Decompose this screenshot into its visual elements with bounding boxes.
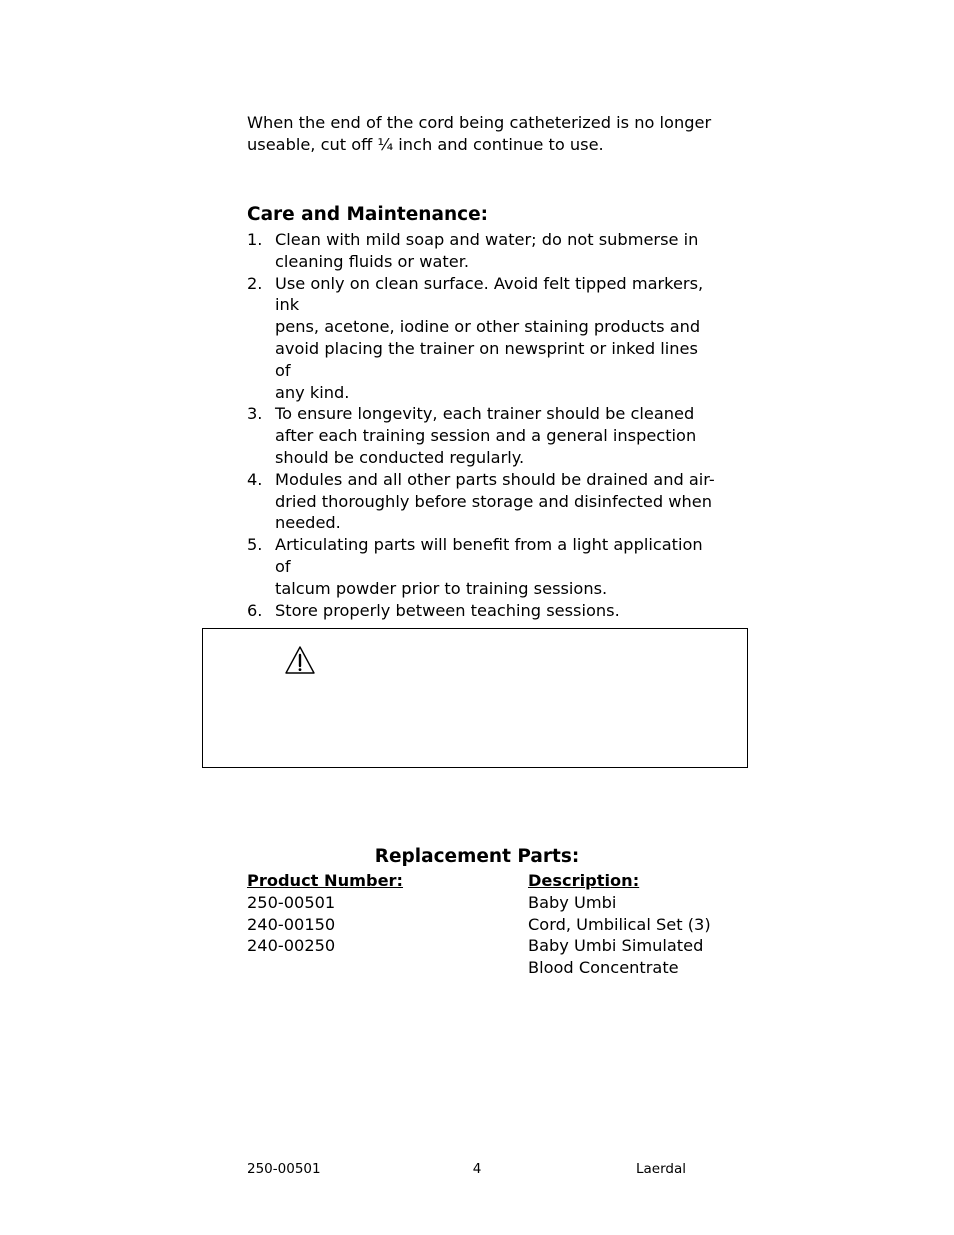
- list-number: 1.: [247, 230, 263, 249]
- table-row: [247, 914, 727, 936]
- warning-triangle-icon: [284, 645, 316, 675]
- list-line: needed.: [275, 513, 341, 533]
- list-item: [247, 600, 717, 622]
- table-row: [247, 935, 727, 979]
- list-line: Clean with mild soap and water; do not submerse in: [275, 230, 699, 249]
- intro-paragraph: [247, 112, 717, 156]
- table-row: [247, 892, 727, 914]
- list-number: 3.: [247, 404, 263, 424]
- list-item: [247, 469, 717, 534]
- product-number: 250-00501: [247, 892, 336, 912]
- column-header-product-number: Product Number:: [247, 871, 404, 890]
- product-number: 240-00250: [247, 936, 336, 956]
- footer-document-number: 250-00501: [247, 1161, 321, 1177]
- list-line: Store properly between teaching sessions.: [275, 600, 620, 620]
- list-line: pens, acetone, iodine or other staining products and: [275, 317, 701, 337]
- list-number: 6.: [247, 600, 263, 620]
- list-number: 2.: [247, 273, 263, 293]
- list-line: after each training session and a general inspection: [275, 426, 697, 446]
- description-continued: Blood Concentrate: [528, 958, 679, 978]
- list-line: dried thoroughly before storage and disinfected when: [275, 491, 712, 511]
- list-line: cleaning fluids or water.: [275, 251, 470, 271]
- footer-page-number: 4: [472, 1161, 482, 1177]
- list-item: [247, 403, 717, 468]
- list-line: Articulating parts will benefit from a light application of: [275, 535, 703, 576]
- description: Baby Umbi Simulated: [528, 936, 704, 956]
- list-line: Modules and all other parts should be drained and air-: [275, 469, 715, 489]
- product-number: 240-00150: [247, 914, 336, 934]
- intro-line: useable, cut off ¼ inch and continue to use.: [247, 134, 604, 154]
- list-line: should be conducted regularly.: [275, 447, 525, 467]
- parts-heading: Replacement Parts:: [374, 846, 580, 867]
- list-line: any kind.: [275, 382, 350, 402]
- description: Baby Umbi: [528, 892, 617, 912]
- warning-box: [202, 628, 748, 768]
- list-item: [247, 534, 717, 599]
- column-header-description: Description:: [528, 871, 640, 890]
- description: Cord, Umbilical Set (3): [528, 914, 711, 934]
- parts-table: [247, 870, 727, 979]
- list-number: 5.: [247, 535, 263, 555]
- list-line: Use only on clean surface. Avoid felt tipped markers, ink: [275, 273, 704, 315]
- list-line: talcum powder prior to training sessions.: [275, 578, 608, 598]
- list-item: [247, 273, 717, 404]
- list-line: To ensure longevity, each trainer should be cleaned: [275, 404, 695, 424]
- table-header-row: [247, 870, 727, 892]
- list-item: [247, 229, 717, 273]
- footer-company: Laerdal: [635, 1161, 686, 1177]
- list-number: 4.: [247, 469, 263, 489]
- care-list: [247, 229, 717, 621]
- intro-line: When the end of the cord being catheterized is no longer: [247, 113, 712, 132]
- list-line: avoid placing the trainer on newsprint or inked lines of: [275, 338, 698, 380]
- care-heading: Care and Maintenance:: [247, 204, 489, 225]
